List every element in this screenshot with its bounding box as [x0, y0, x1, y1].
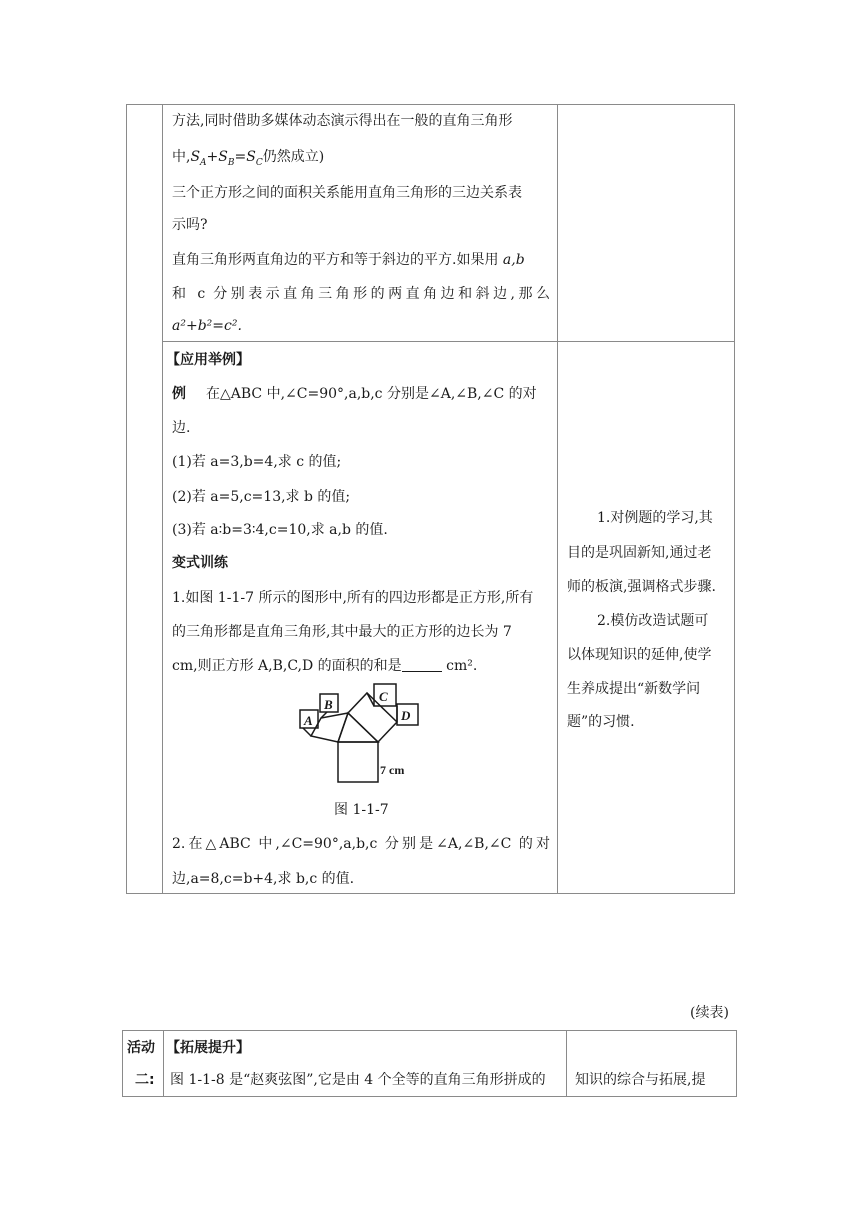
variant-2-line-2: 边,a=8,c=b+4,求 b,c 的值.	[172, 871, 355, 887]
table-1-right-border	[734, 104, 735, 894]
table-1-bottom-border	[126, 893, 734, 894]
example-line-1: 例 在△ABC 中,∠C=90°,a,b,c 分别是∠A,∠B,∠C 的对	[172, 386, 537, 402]
right-square	[348, 693, 397, 742]
content-line-formula: 中$,S_A+S_B=S_C$仍然成立)	[172, 149, 325, 168]
figure-1-1-7	[290, 680, 430, 790]
pythagorean-formula: a²+b²=c².	[172, 318, 242, 334]
length-label: 7 cm	[380, 763, 405, 777]
table-1-top-border	[126, 104, 734, 105]
label-a: A	[304, 713, 313, 728]
label-d: D	[401, 708, 411, 723]
top-right-triangle	[338, 713, 378, 742]
label-b: B	[324, 697, 333, 712]
table-2-col-divider-1	[163, 1030, 164, 1097]
note-2-line-3: 生养成提出“新数学问	[567, 681, 701, 697]
table-2-right-border	[736, 1030, 737, 1097]
question-1: (1)若 a=3,b=4,求 c 的值;	[172, 454, 342, 470]
note-2-line-1: 2.模仿改造试题可	[597, 613, 709, 629]
continued-label: (续表)	[690, 1005, 729, 1021]
note-1-line-3: 师的板演,强调格式步骤.	[567, 579, 716, 595]
question-2: (2)若 a=5,c=13,求 b 的值;	[172, 489, 351, 505]
extension-note-line-1: 知识的综合与拓展,提	[575, 1072, 706, 1088]
variant-1-line-3: cm,则正方形 A,B,C,D 的面积的和是 cm².	[172, 658, 478, 674]
content-line: 直角三角形两直角边的平方和等于斜边的平方.如果用 a,b	[172, 252, 525, 268]
table-2-col-divider-2	[566, 1030, 567, 1097]
content-line: 方法,同时借助多媒体动态演示得出在一般的直角三角形	[172, 113, 513, 129]
section-title-extension: 【拓展提升】	[166, 1040, 250, 1056]
largest-square	[338, 742, 378, 782]
note-2-line-4: 题”的习惯.	[567, 714, 635, 730]
variant-1-line-1: 1.如图 1-1-7 所示的图形中,所有的四边形都是正方形,所有	[172, 590, 534, 606]
note-1-line-1: 1.对例题的学习,其	[597, 510, 713, 526]
variant-2-line-1: 2.在△ABC 中,∠C=90°,a,b,c 分别是∠A,∠B,∠C 的对	[172, 836, 550, 852]
activity-label-line-2: 二:	[135, 1072, 155, 1088]
answer-blank	[402, 657, 442, 672]
section-title-examples: 【应用举例】	[166, 352, 250, 368]
note-2-line-2: 以体现知识的延伸,使学	[567, 647, 712, 663]
table-1-left-border	[126, 104, 127, 894]
table-2-top-border	[122, 1030, 737, 1031]
note-1-line-2: 目的是巩固新知,通过老	[567, 545, 712, 561]
table-1-col-divider-1	[162, 104, 163, 894]
content-line: 三个正方形之间的面积关系能用直角三角形的三边关系表	[172, 185, 522, 201]
figure-caption: 图 1-1-7	[334, 802, 389, 818]
table-1-row-divider	[162, 341, 734, 342]
table-2-bottom-border	[122, 1096, 737, 1097]
label-c: C	[379, 689, 388, 704]
content-line: 示吗?	[172, 217, 208, 233]
question-3: (3)若 a∶b=3∶4,c=10,求 a,b 的值.	[172, 522, 388, 538]
content-line: 和 c 分别表示直角三角形的两直角边和斜边,那么	[172, 286, 550, 302]
example-line-2: 边.	[172, 420, 191, 436]
variant-title: 变式训练	[172, 555, 228, 571]
table-2-left-border	[122, 1030, 123, 1097]
variant-1-line-2: 的三角形都是直角三角形,其中最大的正方形的边长为 7	[172, 624, 512, 640]
extension-line-1: 图 1-1-8 是“赵爽弦图”,它是由 4 个全等的直角三角形拼成的	[170, 1072, 546, 1088]
activity-label-line-1: 活动	[127, 1040, 155, 1056]
table-1-col-divider-2	[557, 104, 558, 894]
